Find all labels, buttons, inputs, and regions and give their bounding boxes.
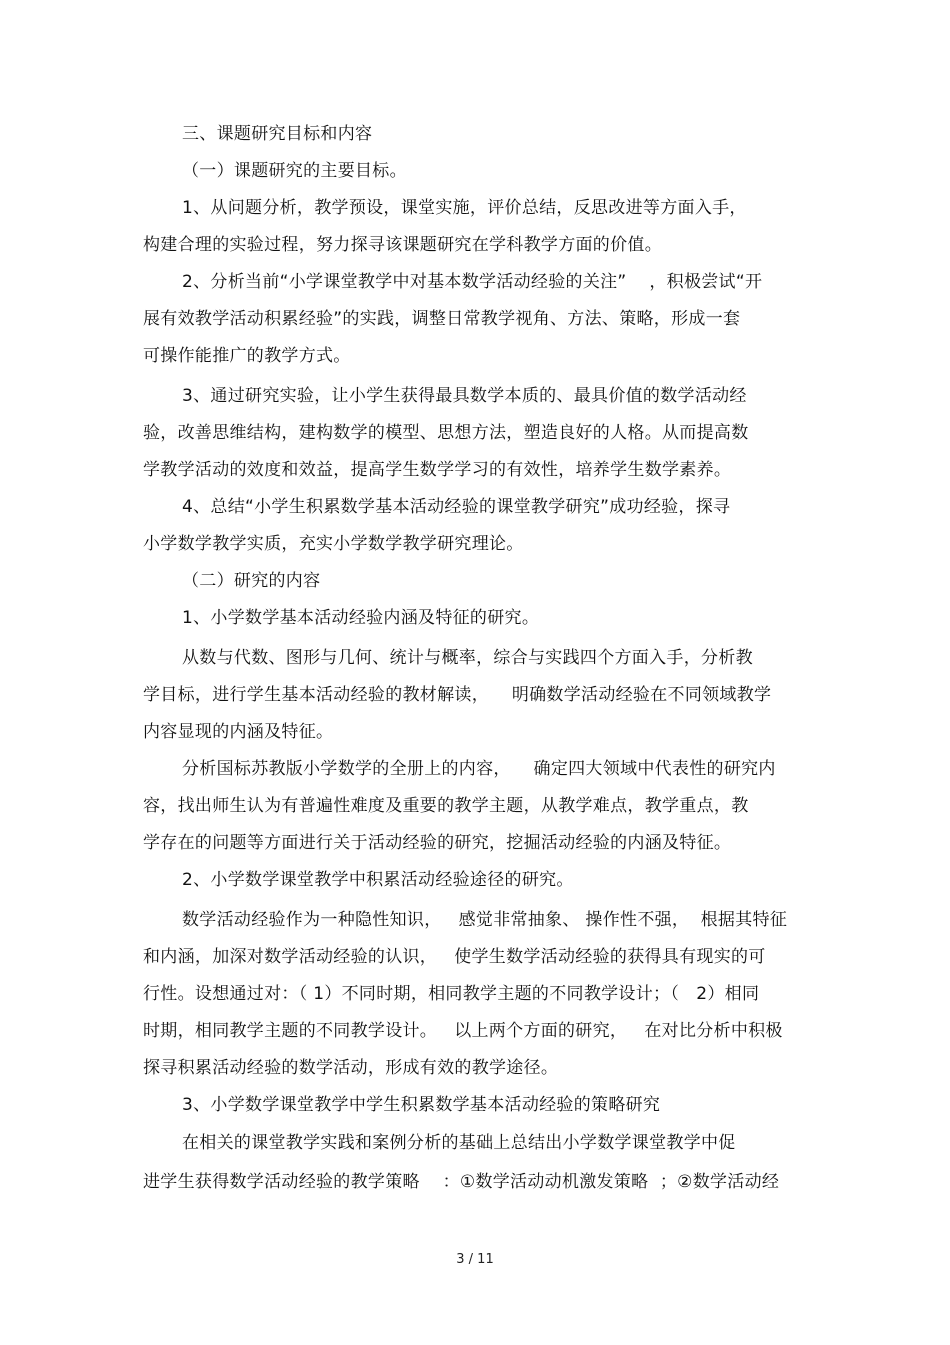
text-line: 3、通过研究实验，让小学生获得最具数学本质的、最具价值的数学活动经: [182, 386, 747, 406]
text-line: 进学生获得数学活动经验的教学策略 ：①数学活动动机激发策略 ；②数学活动经: [143, 1172, 780, 1192]
text-line: 展有效教学活动积累经验”的实践，调整日常教学视角、方法、策略，形成一套: [143, 309, 741, 329]
text-line: 小学数学教学实质，充实小学数学教学研究理论。: [143, 534, 524, 554]
text-line: 构建合理的实验过程，努力探寻该课题研究在学科教学方面的价值。: [143, 235, 662, 255]
text-line: 从数与代数、图形与几何、统计与概率，综合与实践四个方面入手，分析教: [182, 648, 753, 668]
page-number: 3 / 11: [456, 1252, 494, 1267]
subsection-heading-1: （一）课题研究的主要目标。: [182, 161, 407, 181]
text-line: 探寻积累活动经验的数学活动，形成有效的教学途径。: [143, 1058, 559, 1078]
text-line: 和内涵，加深对数学活动经验的认识， 使学生数学活动经验的获得具有现实的可: [143, 947, 766, 967]
text-line: 4、总结“小学生积累数学基本活动经验的课堂教学研究”成功经验，探寻: [182, 497, 731, 517]
text-line: 2、小学数学课堂教学中积累活动经验途径的研究。: [182, 870, 574, 890]
text-line: 3、小学数学课堂教学中学生积累数学基本活动经验的策略研究: [182, 1095, 661, 1115]
text-line: 2、分析当前“小学课堂教学中对基本数学活动经验的关注” ，积极尝试“开: [182, 272, 763, 292]
text-line: 学教学活动的效度和效益，提高学生数学学习的有效性，培养学生数学素养。: [143, 460, 732, 480]
text-line: 内容显现的内涵及特征。: [143, 722, 334, 742]
text-line: 学存在的问题等方面进行关于活动经验的研究，挖掘活动经验的内涵及特征。: [143, 833, 732, 853]
text-line: 行性。设想通过对：（ 1）不同时期，相同教学主题的不同教学设计；（ 2）相同: [143, 984, 760, 1004]
text-line: 在相关的课堂教学实践和案例分析的基础上总结出小学数学课堂教学中促: [182, 1133, 736, 1153]
section-heading-3: 三、课题研究目标和内容: [182, 124, 373, 144]
subsection-heading-2: （二）研究的内容: [182, 571, 321, 591]
text-line: 可操作能推广的教学方式。: [143, 346, 351, 366]
text-line: 容，找出师生认为有普遍性难度及重要的教学主题，从教学难点，教学重点，教: [143, 796, 749, 816]
text-line: 分析国标苏教版小学数学的全册上的内容， 确定四大领域中代表性的研究内: [182, 759, 776, 779]
text-line: 1、小学数学基本活动经验内涵及特征的研究。: [182, 608, 540, 628]
text-line: 时期，相同教学主题的不同教学设计。 以上两个方面的研究， 在对比分析中积极: [143, 1021, 783, 1041]
text-line: 数学活动经验作为一种隐性知识， 感觉非常抽象、 操作性不强， 根据其特征: [182, 910, 788, 930]
text-line: 1、从问题分析，教学预设，课堂实施，评价总结，反思改进等方面入手，: [182, 198, 747, 218]
text-line: 学目标，进行学生基本活动经验的教材解读， 明确数学活动经验在不同领域教学: [143, 685, 772, 705]
text-line: 验，改善思维结构，建构数学的模型、思想方法，塑造良好的人格。从而提高数: [143, 423, 749, 443]
